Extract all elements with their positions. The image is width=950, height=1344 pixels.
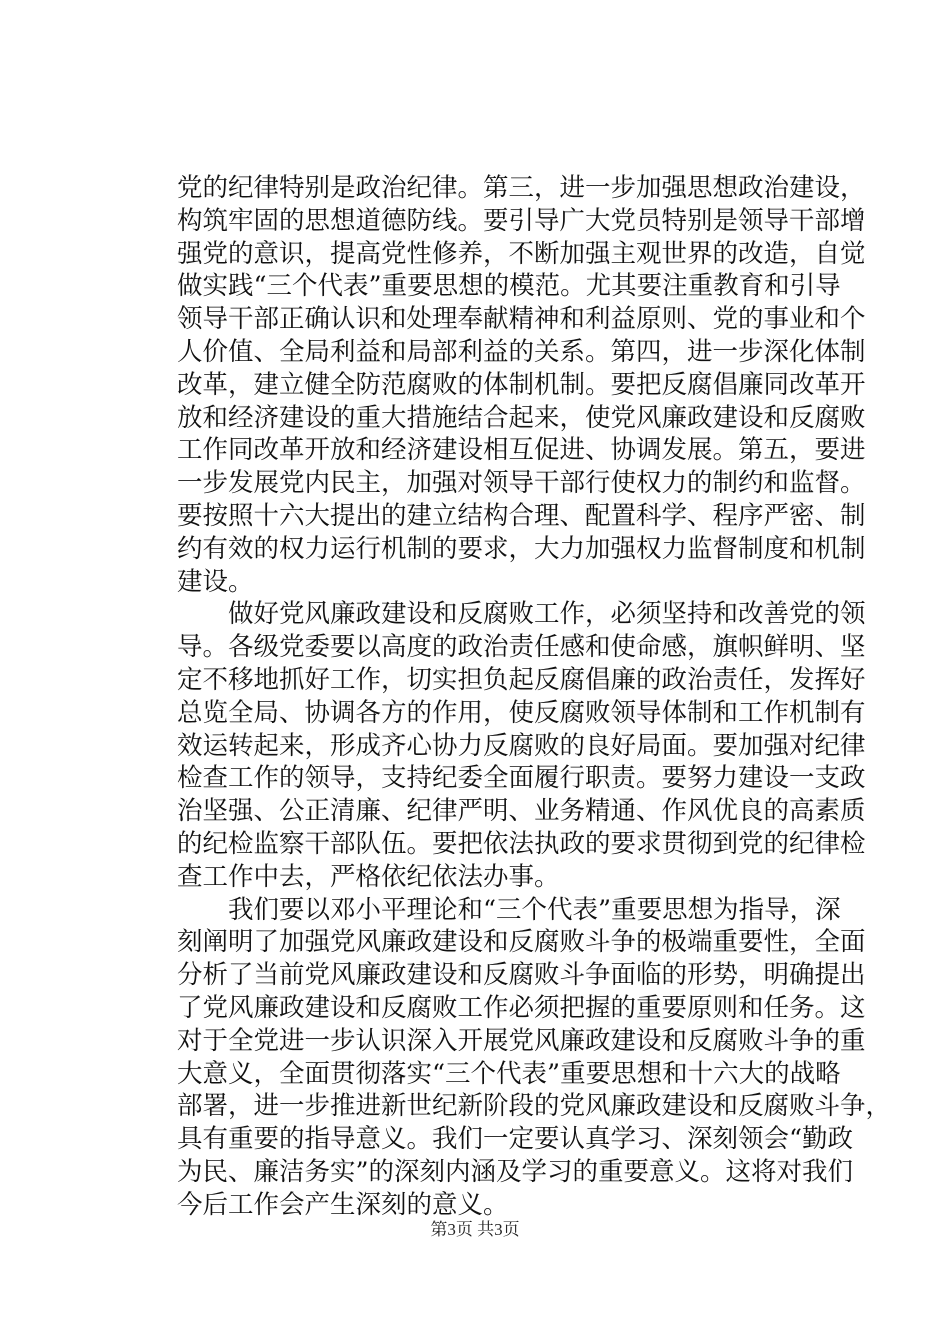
text-line: 刻阐明了加强党风廉政建设和反腐败斗争的极端重要性，全面 [177, 927, 866, 958]
text-line: 构筑牢固的思想道德防线。要引导广大党员特别是领导干部增 [177, 205, 866, 236]
text-line: 约有效的权力运行机制的要求，大力加强权力监督制度和机制 [177, 533, 866, 564]
text-line: 改革，建立健全防范腐败的体制机制。要把反腐倡廉同改革开 [177, 369, 866, 400]
text-line: 放和经济建设的重大措施结合起来，使党风廉政建设和反腐败 [177, 402, 866, 433]
text-line: 建设。 [177, 566, 254, 597]
document-body [177, 172, 892, 1222]
text-line: 了党风廉政建设和反腐败工作必须把握的重要原则和任务。这 [177, 992, 866, 1023]
text-line: 的纪检监察干部队伍。要把依法执政的要求贯彻到党的纪律检 [177, 828, 866, 859]
text-line: 大意义，全面贯彻落实“三个代表”重要思想和十六大的战略 [177, 1058, 841, 1089]
text-line: 部署，进一步推进新世纪新阶段的党风廉政建设和反腐败斗争， [177, 1091, 892, 1122]
text-line: 我们要以邓小平理论和“三个代表”重要思想为指导，深 [177, 894, 841, 925]
text-line: 做好党风廉政建设和反腐败工作，必须坚持和改善党的领 [177, 599, 866, 630]
text-line: 做实践“三个代表”重要思想的模范。尤其要注重教育和引导 [177, 271, 841, 302]
text-line: 一步发展党内民主，加强对领导干部行使权力的制约和监督。 [177, 468, 866, 499]
text-line: 工作同改革开放和经济建设相互促进、协调发展。第五，要进 [177, 435, 866, 466]
text-line: 分析了当前党风廉政建设和反腐败斗争面临的形势，明确提出 [177, 960, 866, 991]
text-line: 查工作中去，严格依纪依法办事。 [177, 861, 560, 892]
text-line: 治坚强、公正清廉、纪律严明、业务精通、作风优良的高素质 [177, 796, 866, 827]
text-line: 人价值、全局利益和局部利益的关系。第四，进一步深化体制 [177, 336, 866, 367]
text-line: 具有重要的指导意义。我们一定要认真学习、深刻领会“勤政 [177, 1124, 854, 1155]
text-line: 检查工作的领导，支持纪委全面履行职责。要努力建设一支政 [177, 763, 866, 794]
text-line: 领导干部正确认识和处理奉献精神和利益原则、党的事业和个 [177, 304, 866, 335]
text-line: 党的纪律特别是政治纪律。第三，进一步加强思想政治建设， [177, 173, 866, 203]
text-line: 效运转起来，形成齐心协力反腐败的良好局面。要加强对纪律 [177, 730, 866, 761]
text-line: 要按照十六大提出的建立结构合理、配置科学、程序严密、制 [177, 500, 866, 531]
text-line: 今后工作会产生深刻的意义。 [177, 1189, 509, 1220]
text-line: 导。各级党委要以高度的政治责任感和使命感，旗帜鲜明、坚 [177, 632, 866, 663]
page-number-footer: 第3页 共3页 [430, 1220, 520, 1239]
text-line: 强党的意识，提高党性修养，不断加强主观世界的改造，自觉 [177, 238, 866, 269]
text-line: 为民、廉洁务实”的深刻内涵及学习的重要意义。这将对我们 [177, 1156, 854, 1187]
text-line: 对于全党进一步认识深入开展党风廉政建设和反腐败斗争的重 [177, 1025, 866, 1056]
text-line: 总览全局、协调各方的作用，使反腐败领导体制和工作机制有 [177, 697, 866, 728]
text-line: 定不移地抓好工作，切实担负起反腐倡廉的政治责任，发挥好 [177, 664, 866, 695]
